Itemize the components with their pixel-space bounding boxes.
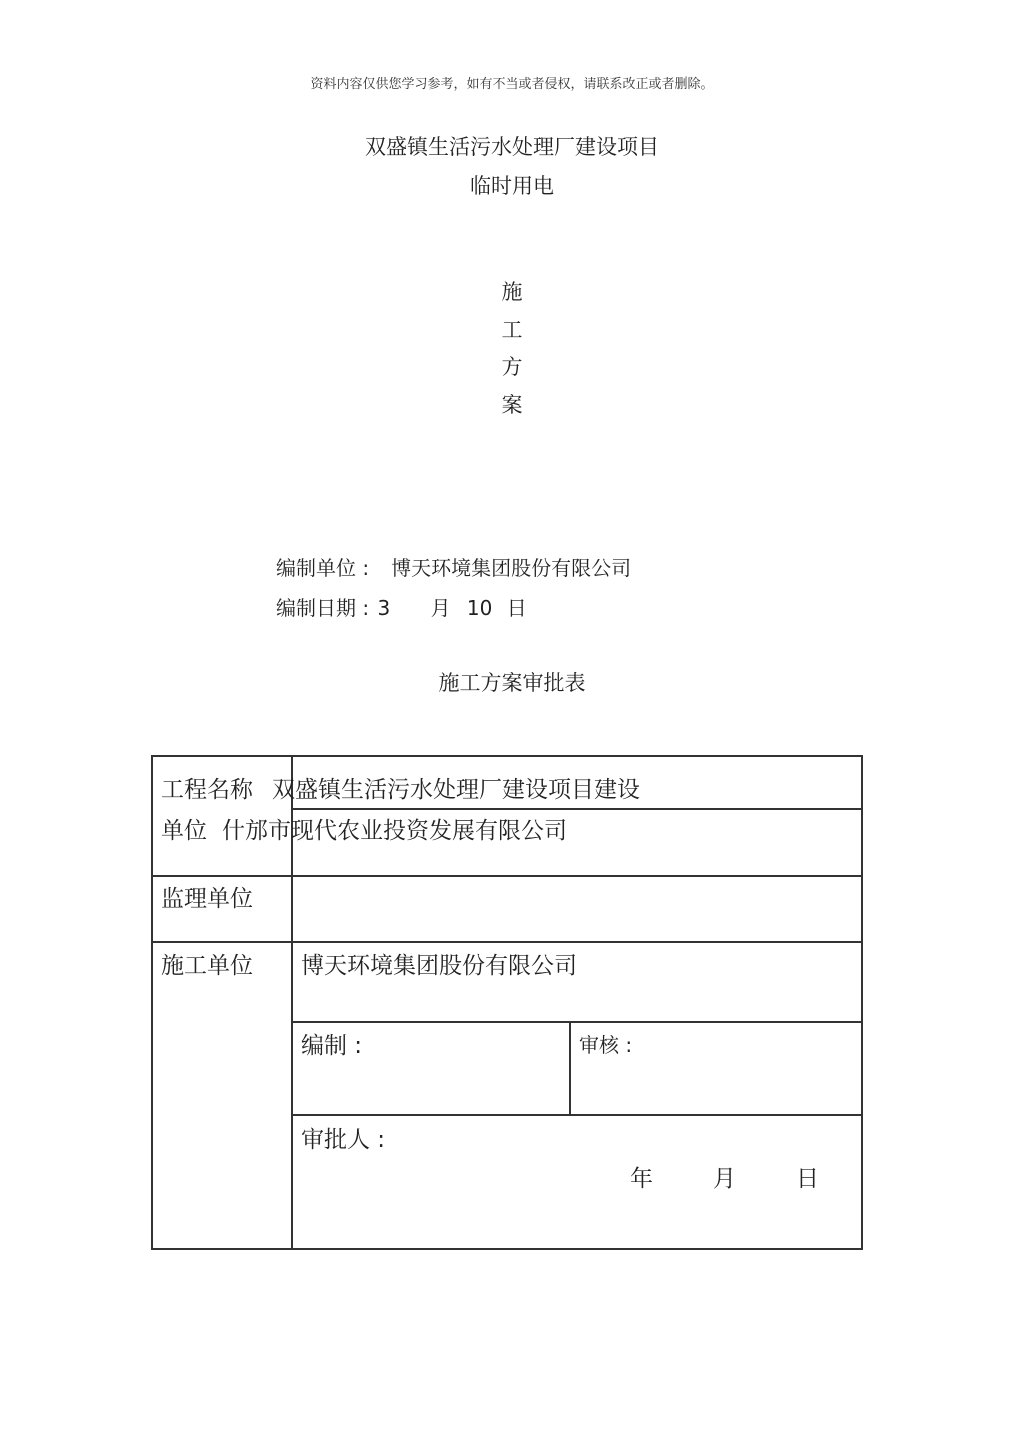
contractor-unit-value: 博天环境集团股份有限公司 (301, 953, 577, 979)
reviewed-by-label: 审核 : (579, 1033, 633, 1057)
table-border (861, 755, 863, 1250)
project-name-value: 双盛镇生活污水处理厂建设项目建设 (272, 777, 640, 803)
supervisor-unit-label: 监理单位 (161, 886, 253, 912)
owner-unit-value: 什邡市现代农业投资发展有限公司 (222, 818, 567, 844)
table-divider (291, 1114, 863, 1116)
table-divider (151, 941, 863, 943)
document-title: 双盛镇生活污水处理厂建设项目 (365, 135, 659, 159)
vertical-title-char: 工 (501, 318, 523, 342)
approval-table (151, 755, 863, 1250)
approval-month-label: 月 (713, 1166, 736, 1192)
approval-form-title: 施工方案审批表 (438, 671, 586, 695)
approver-label: 审批人 : (301, 1127, 386, 1153)
date-day-suffix: 日 (506, 596, 527, 620)
vertical-title-char: 案 (501, 393, 523, 417)
preparing-unit-label: 编制单位 : (276, 556, 370, 580)
date-month: 3 (377, 596, 391, 620)
contractor-unit-label: 施工单位 (161, 953, 253, 979)
vertical-title-char: 方 (501, 355, 523, 379)
table-border (151, 1248, 863, 1250)
table-border (151, 755, 153, 1250)
table-divider (291, 1021, 863, 1023)
project-name-label: 工程名称 (161, 777, 253, 803)
approval-day-label: 日 (796, 1166, 819, 1192)
approval-year-label: 年 (630, 1166, 653, 1192)
owner-unit-label: 单位 (161, 818, 207, 844)
table-divider (569, 1021, 571, 1115)
preparing-unit-line (276, 552, 631, 581)
preparing-date-line (276, 592, 527, 621)
vertical-title-char: 施 (501, 280, 523, 304)
preparing-date-label: 编制日期 : (276, 596, 370, 620)
table-border (151, 755, 863, 757)
date-month-suffix: 月 (430, 596, 451, 620)
prepared-by-label: 编制 : (301, 1033, 363, 1059)
table-divider (291, 808, 863, 810)
preparing-unit-value: 博天环境集团股份有限公司 (391, 556, 632, 580)
table-divider (151, 875, 863, 877)
document-subtitle: 临时用电 (470, 174, 554, 198)
date-day: 10 (466, 596, 493, 620)
disclaimer-notice: 资料内容仅供您学习参考，如有不当或者侵权，请联系改正或者删除。 (310, 77, 714, 92)
